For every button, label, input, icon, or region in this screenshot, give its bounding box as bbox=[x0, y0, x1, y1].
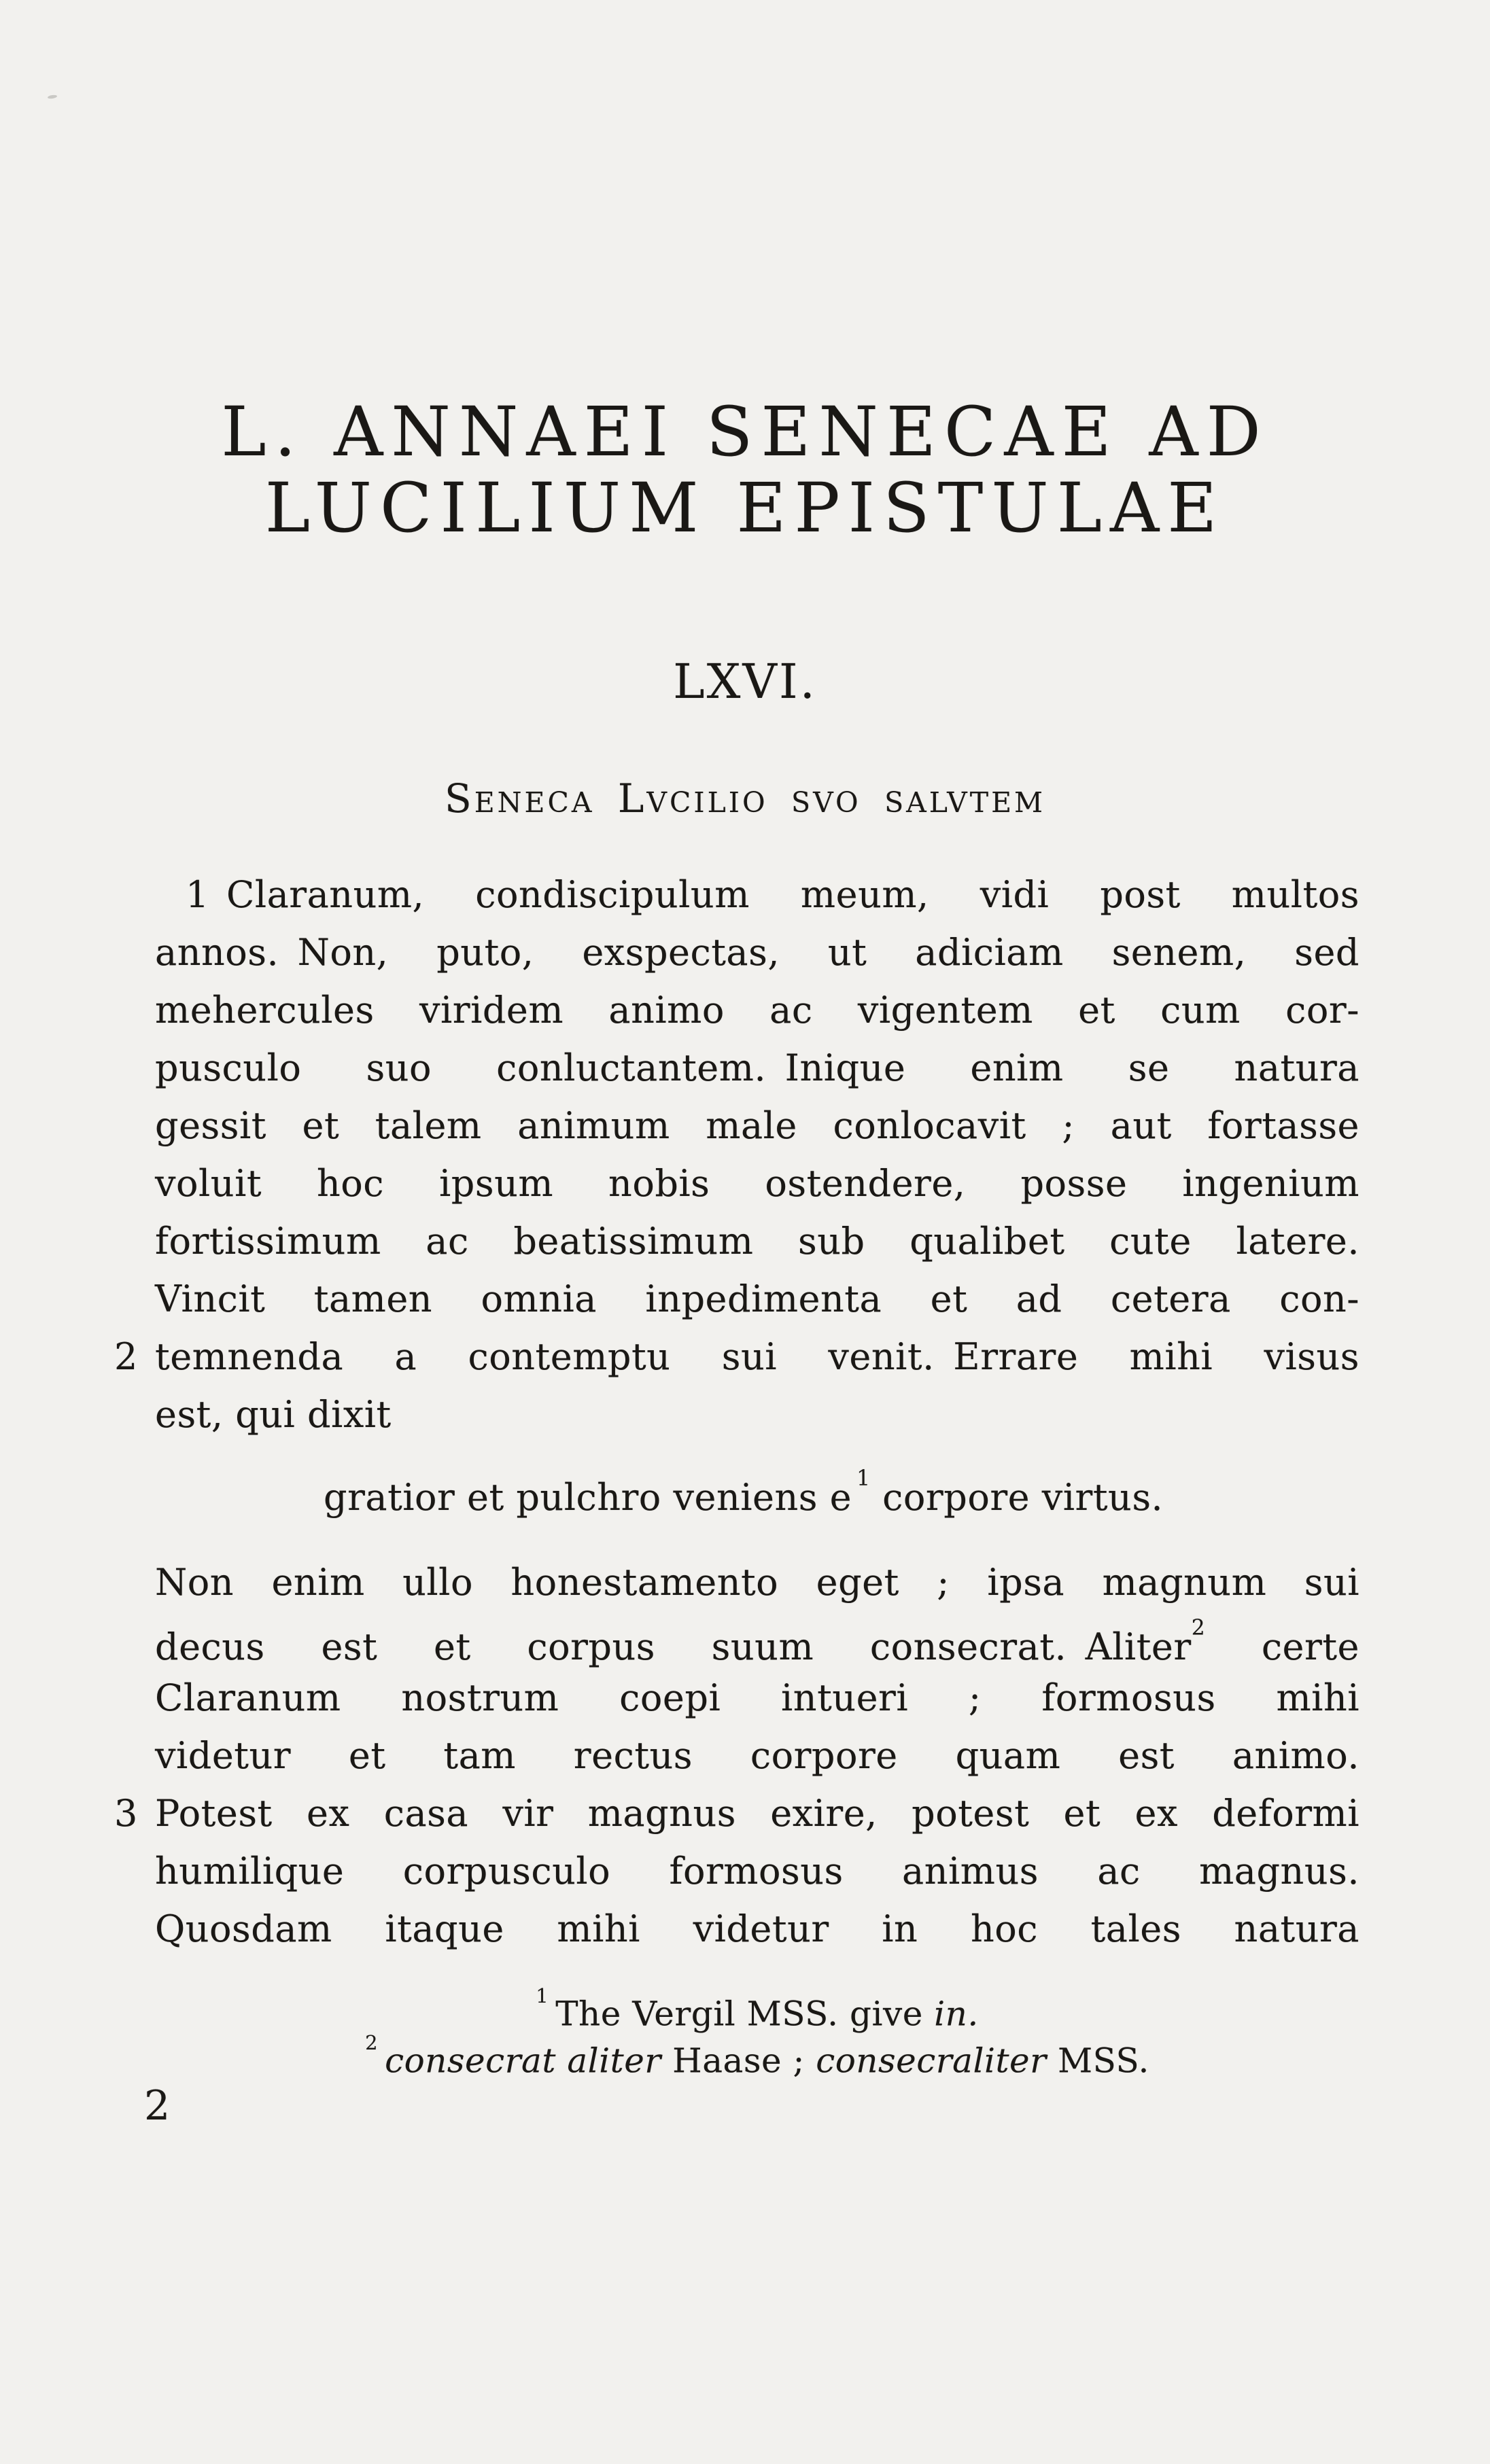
footnotes-block bbox=[155, 1984, 1359, 2081]
text-line bbox=[114, 1784, 1359, 1842]
footnote-2-text: Haase ; bbox=[661, 2041, 816, 2081]
text-line bbox=[155, 1553, 1359, 1611]
line-text: pusculo suo conluctantem. Inique enim se natura bbox=[155, 1046, 1359, 1089]
letter-number-heading: LXVI. bbox=[673, 654, 817, 709]
text-line bbox=[155, 1039, 1359, 1097]
line-text: humilique corpusculo formosus animus ac magnus. bbox=[155, 1850, 1359, 1893]
text-line bbox=[114, 1328, 1359, 1386]
line-text-cont: certe bbox=[1205, 1625, 1359, 1668]
book-title-line-1: L. ANNAEI SENECAE AD bbox=[221, 392, 1269, 472]
text-line bbox=[155, 866, 1359, 923]
text-line bbox=[155, 1386, 1359, 1443]
footnote-1-marker: 1 bbox=[536, 1984, 549, 2008]
text-line bbox=[155, 1669, 1359, 1727]
footnote-2 bbox=[155, 2030, 1359, 2081]
line-text: fortissimum ac beatissimum sub qualibet cute latere. bbox=[155, 1220, 1359, 1263]
footnote-1 bbox=[155, 1984, 1359, 2034]
footnote-2-italic-1: consecrat aliter bbox=[385, 2041, 661, 2081]
verse-quote bbox=[155, 1462, 1359, 1519]
text-line bbox=[155, 981, 1359, 1039]
footnote-ref-2: 2 bbox=[1191, 1615, 1206, 1640]
footnote-2-marker: 2 bbox=[365, 2030, 379, 2054]
line-text: Non enim ullo honestamento eget ; ipsa magnum sui bbox=[155, 1561, 1359, 1604]
line-text: voluit hoc ipsum nobis ostendere, posse ingenium bbox=[155, 1162, 1359, 1205]
margin-section-number: 1 bbox=[186, 873, 209, 916]
line-text: temnenda a contemptu sui venit. Errare mihi visus bbox=[155, 1335, 1359, 1378]
text-line bbox=[155, 1727, 1359, 1784]
footnote-2-text-end: MSS. bbox=[1046, 2041, 1149, 2081]
text-line bbox=[155, 1270, 1359, 1328]
line-text: Claranum, condiscipulum meum, vidi post multos bbox=[226, 873, 1359, 916]
line-text: decus est et corpus suum consecrat. Aliter bbox=[155, 1625, 1192, 1668]
paragraph-2 bbox=[114, 1553, 1359, 1958]
line-text: Quosdam itaque mihi videtur in hoc tales natura bbox=[155, 1907, 1359, 1950]
book-title bbox=[0, 394, 1490, 546]
text-line bbox=[155, 1155, 1359, 1212]
scan-speck bbox=[48, 94, 58, 99]
line-text: Claranum nostrum coepi intueri ; formosus mihi bbox=[155, 1676, 1359, 1719]
line-text: mehercules viridem animo ac vigentem et cum cor- bbox=[155, 989, 1359, 1032]
line-text: gessit et talem animum male conlocavit ; aut fortasse bbox=[155, 1104, 1359, 1147]
text-line bbox=[155, 1900, 1359, 1958]
line-text: Potest ex casa vir magnus exire, potest et ex deformi bbox=[155, 1792, 1359, 1835]
margin-section-number: 3 bbox=[114, 1792, 138, 1835]
line-text: Vincit tamen omnia inpedimenta et ad cetera con- bbox=[155, 1278, 1359, 1320]
verse-text: gratior et pulchro veniens e bbox=[324, 1476, 852, 1519]
salutation-line: Seneca Lvcilio svo salvtem bbox=[445, 775, 1045, 822]
page-number: 2 bbox=[144, 2082, 171, 2130]
verse-text-cont: corpore virtus. bbox=[870, 1476, 1164, 1519]
paragraph-1 bbox=[114, 866, 1359, 1443]
book-title-line-2: LUCILIUM EPISTULAE bbox=[264, 468, 1226, 548]
footnote-ref-1: 1 bbox=[856, 1466, 871, 1491]
letter-body bbox=[114, 866, 1359, 2081]
text-line bbox=[155, 1212, 1359, 1270]
line-text: annos. Non, puto, exspectas, ut adiciam senem, sed bbox=[155, 931, 1359, 974]
margin-section-number: 2 bbox=[114, 1335, 138, 1378]
line-text: est, qui dixit bbox=[155, 1393, 392, 1436]
footnote-2-italic-2: consecraliter bbox=[816, 2041, 1047, 2081]
text-line bbox=[155, 1842, 1359, 1900]
line-text: videtur et tam rectus corpore quam est animo. bbox=[155, 1734, 1359, 1777]
footnote-1-italic: in. bbox=[934, 1994, 979, 2034]
footnote-1-text: The Vergil MSS. give bbox=[555, 1994, 935, 2034]
text-line bbox=[155, 923, 1359, 981]
text-line bbox=[155, 1611, 1359, 1669]
text-line bbox=[155, 1097, 1359, 1155]
